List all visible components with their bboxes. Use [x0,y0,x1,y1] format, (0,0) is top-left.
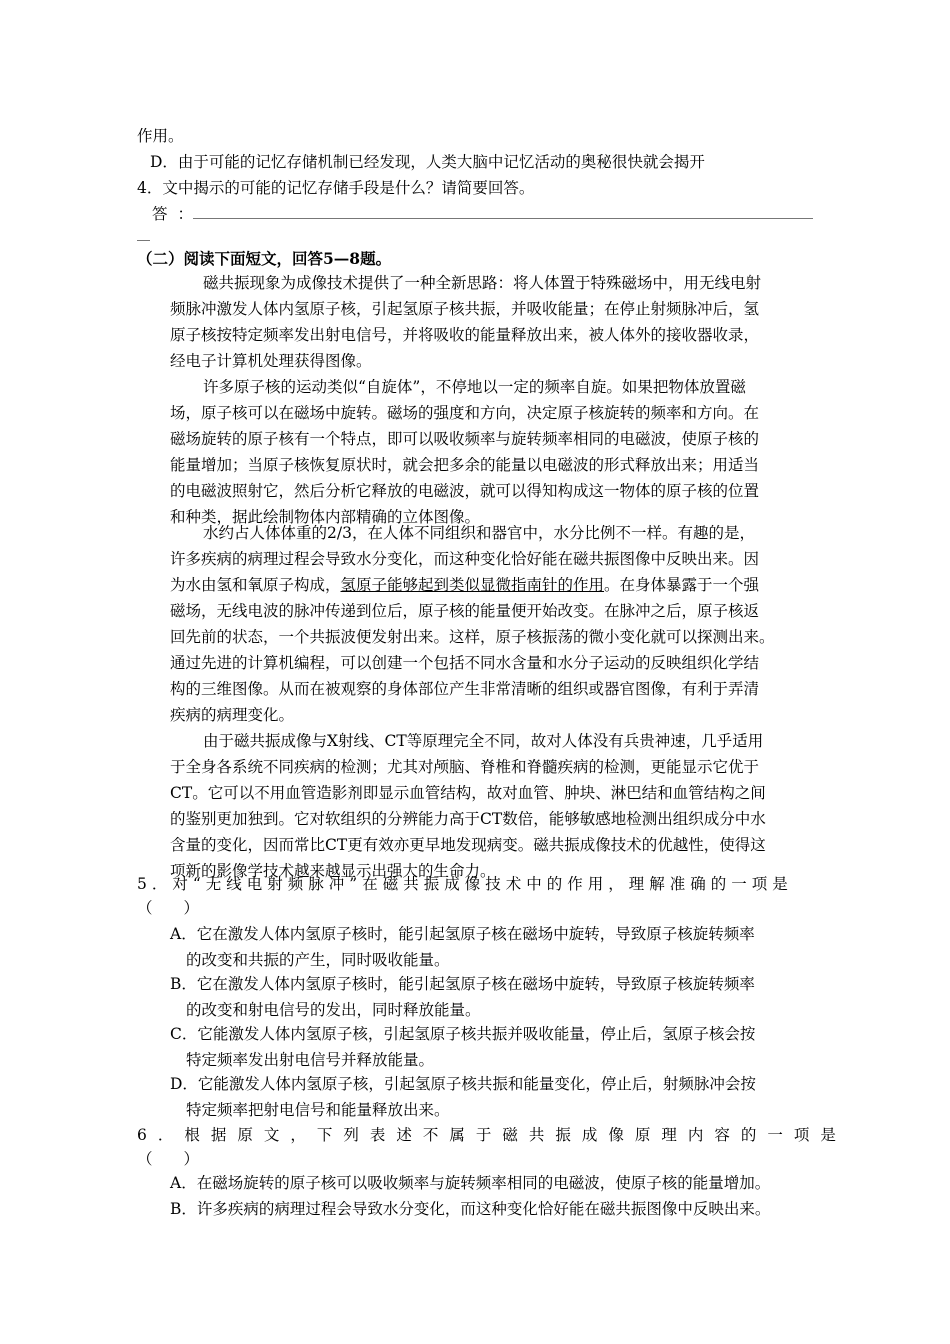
question-6-paren: （ ） [137,1150,200,1168]
passage-line: CT。它可以不用血管造影剂即显示血管结构，故对血管、肿块、淋巴结和血管结构之间 [170,784,766,802]
passage-line: 许多原子核的运动类似“自旋体”，不停地以一定的频率自旋。如果把物体放置磁 [203,378,746,396]
q6-option-a: A．在磁场旋转的原子核可以吸收频率与旋转频率相同的电磁波，使原子核的能量增加。 [170,1174,771,1192]
q5-option-a: A．它在激发人体内氢原子核时，能引起氢原子核在磁场中旋转，导致原子核旋转频率 [170,925,755,943]
passage-line: 频脉冲激发人体内氢原子核，引起氢原子核共振，并吸收能量；在停止射频脉冲后，氢 [170,300,760,318]
question-5-paren: （ ） [137,899,200,917]
passage-line-with-underline [170,574,759,596]
passage-line: 的鉴别更加独到。它对软组织的分辨能力高于CT数倍，能够敏感地检测出组织成分中水 [170,810,766,828]
q5-option-a-cont: 的改变和共振的产生，同时吸收能量。 [186,951,450,969]
passage-line: 回先前的状态，一个共振波便发射出来。这样，原子核振荡的微小变化就可以探测出来。 [170,628,775,646]
q5-option-d: D．它能激发人体内氢原子核，引起氢原子核共振和能量变化，停止后，射频脉冲会按 [170,1075,756,1093]
passage-line: 构的三维图像。从而在被观察的身体部位产生非常清晰的组织或器官图像，有利于弄清 [170,680,760,698]
q5-option-b: B．它在激发人体内氢原子核时，能引起氢原子核在磁场中旋转，导致原子核旋转频率 [170,975,755,993]
passage-line: 于全身各系统不同疾病的检测；尤其对颅脑、脊椎和脊髓疾病的检测，更能显示它优于 [170,758,760,776]
passage-line: 场，原子核可以在磁场中旋转。磁场的强度和方向，决定原子核旋转的频率和方向。在 [170,404,760,422]
passage-line: 的电磁波照射它，然后分析它释放的电磁波，就可以得知构成这一物体的原子核的位置 [170,482,760,500]
passage-line: 磁场，无线电波的脉冲传递到位后，原子核的能量便开始改变。在脉冲之后，原子核返 [170,602,760,620]
passage-line: 磁场旋转的原子核有一个特点，即可以吸收频率与旋转频率相同的电磁波，使原子核的 [170,430,760,448]
passage-line: 含量的变化，因而常比CT更有效亦更早地发现病变。磁共振成像技术的优越性，使得这 [170,836,766,854]
passage-text: 。在身体暴露于一个强 [604,576,760,594]
underlined-sentence: 氢原子能够起到类似显微指南针的作用 [340,576,605,594]
passage-text: 为水由氢和氧原子构成， [170,576,341,594]
prev-option-d: D．由于可能的记忆存储机制已经发现，人类大脑中记忆活动的奥秘很快就会揭开 [150,153,705,171]
passage-line: 许多疾病的病理过程会导致水分变化，而这种变化恰好能在磁共振图像中反映出来。因 [170,550,760,568]
q5-option-d-cont: 特定频率把射电信号和能量释放出来。 [186,1101,450,1119]
passage-line: 经电子计算机处理获得图像。 [170,352,372,370]
passage-line: 疾病的病理变化。 [170,706,295,724]
q5-option-c-cont: 特定频率发出射电信号并释放能量。 [186,1051,435,1069]
passage-line: 和种类，据此绘制物体内部精确的立体图像。 [170,508,481,526]
q5-option-c: C．它能激发人体内氢原子核，引起氢原子核共振并吸收能量，停止后，氢原子核会按 [170,1025,756,1043]
section-heading: （二）阅读下面短文，回答5—8题。 [137,249,392,268]
passage-line: 由于磁共振成像与X射线、CT等原理完全不同，故对人体没有兵贵神速，几乎适用 [203,732,764,750]
passage-line: 能量增加；当原子核恢复原状时，就会把多余的能量以电磁波的形式释放出来；用适当 [170,456,760,474]
passage-line: 原子核按特定频率发出射电信号，并将吸收的能量释放出来，被人体外的接收器收录， [170,326,760,344]
question-4: 4．文中揭示的可能的记忆存储手段是什么？请简要回答。 [137,179,535,197]
q5-option-b-cont: 的改变和射电信号的发出，同时释放能量。 [186,1001,481,1019]
answer-blank-line [193,218,813,219]
passage-line: 水约占人体体重的2/3，在人体不同组织和器官中，水分比例不一样。有趣的是， [203,524,755,542]
passage-line: 项新的影像学技术越来越显示出强大的生命力。 [170,862,496,880]
passage-line: 通过先进的计算机编程，可以创建一个包括不同水含量和水分子运动的反映组织化学结 [170,654,760,672]
q6-option-b: B．许多疾病的病理过程会导致水分变化，而这种变化恰好能在磁共振图像中反映出来。 [170,1200,771,1218]
passage-line: 磁共振现象为成像技术提供了一种全新思路：将人体置于特殊磁场中，用无线电射 [203,274,762,292]
question-6-stem: 6．根据原文，下列表述不属于磁共振成像原理内容的一项是 [137,1126,847,1144]
question-5-stem: 5．对“无线电射频脉冲”在磁共振成像技术中的作用，理解准确的一项是 [137,875,793,893]
prev-text-tail: 作用。 [137,127,184,145]
answer-blank-tail [137,240,150,241]
answer-label: 答： [152,205,204,223]
